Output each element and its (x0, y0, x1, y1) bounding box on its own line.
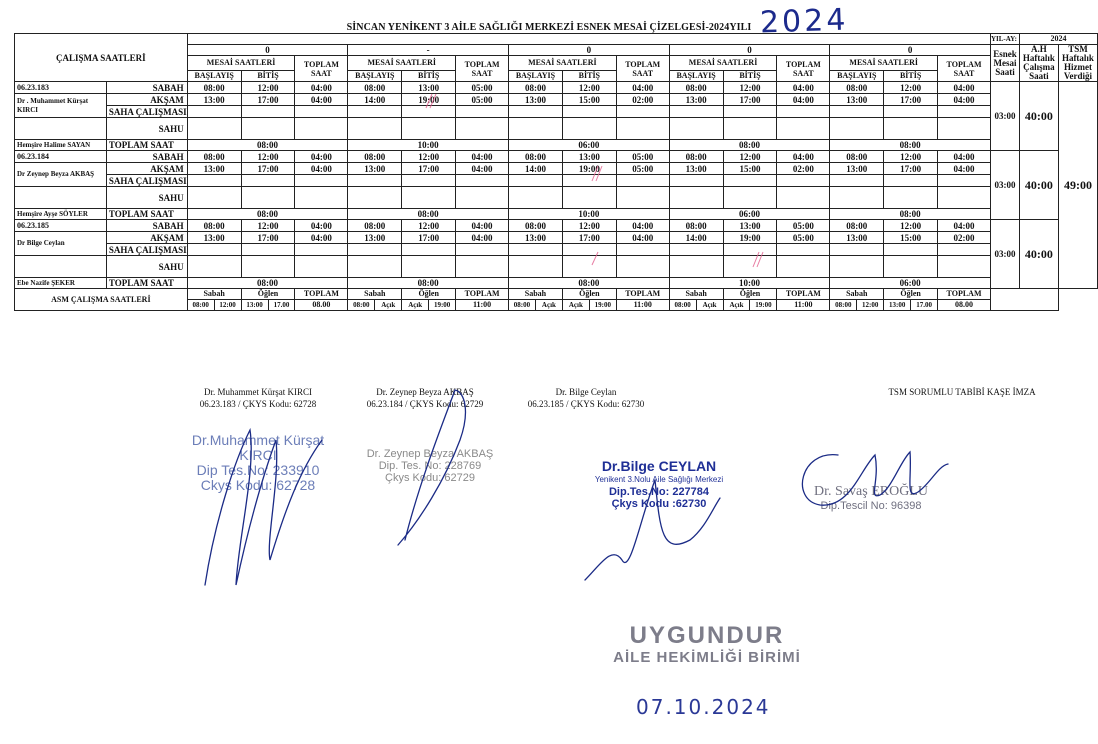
signature-1-scribble (205, 430, 322, 585)
page-title: SİNCAN YENİKENT 3 AİLE SAĞLIĞI MERKEZİ ESNEK MESAİ ÇİZELGESİ-2024YILI (346, 22, 752, 33)
time-cell: 05:00 (616, 163, 669, 175)
row-label-aksam: AKŞAM (106, 94, 187, 106)
time-cell: 12:00 (241, 220, 295, 232)
time-cell: 12:00 (884, 220, 938, 232)
signature-2-code: 06.23.184 / ÇKYS Kodu: 62729 (366, 399, 484, 409)
toplam-saat-header: TOPLAM SAAT (938, 56, 991, 82)
baslayis-header: BAŞLAYIŞ (509, 71, 563, 82)
time-cell: 17:00 (402, 163, 456, 175)
esnek-mesai-value: 03:00 (990, 151, 1019, 220)
time-cell: 13:00 (562, 151, 616, 163)
time-cell: 04:00 (295, 232, 348, 244)
time-cell: 17:00 (241, 232, 295, 244)
time-cell: 14:00 (509, 163, 563, 175)
signature-3-name: Dr. Bilge Ceylan (555, 387, 617, 397)
time-cell: 04:00 (938, 220, 991, 232)
time-cell: 08:00 (348, 151, 402, 163)
asm-oglen-header: Öğlen (402, 289, 456, 300)
time-cell: 14:00 (669, 232, 723, 244)
ah-haftalik-header: A.H Haftalık Çalışma Saati (1019, 45, 1058, 82)
time-cell: 04:00 (295, 82, 348, 94)
time-cell: 08:00 (187, 82, 241, 94)
asm-time-value: Açık (375, 300, 402, 310)
asm-time-value: 13:00 (884, 300, 911, 310)
tsm-haftalik-header: TSM Haftalık Hizmet Verdiği (1058, 45, 1097, 82)
bitis-header: BİTİŞ (884, 71, 938, 82)
toplam-saat-header: TOPLAM SAAT (777, 56, 830, 82)
time-cell: 04:00 (456, 232, 509, 244)
weekly-total: 10:00 (669, 278, 830, 289)
row-label-aksam: AKŞAM (106, 163, 187, 175)
time-cell: 13:00 (509, 232, 563, 244)
weekly-total: 08:00 (509, 278, 670, 289)
row-label-sahu: SAHU (106, 118, 187, 140)
asm-time-value: 08:00 (188, 300, 215, 310)
asm-time-value: 17.00 (273, 301, 290, 309)
time-cell: 05:00 (456, 94, 509, 106)
time-cell: 12:00 (241, 82, 295, 94)
row-label-sabah: SABAH (106, 82, 187, 94)
asm-sabah-header: Sabah (830, 289, 884, 300)
time-cell: 08:00 (669, 220, 723, 232)
signature-2-scribble (398, 390, 465, 545)
time-cell: 17:00 (241, 163, 295, 175)
baslayis-header: BAŞLAYIŞ (187, 71, 241, 82)
time-cell: 19:00 (723, 232, 777, 244)
stamp-2-line: Dr. Zeynep Beyza AKBAŞ (366, 448, 494, 460)
signature-1-name: Dr. Muhammet Kürşat KIRCI (204, 387, 312, 397)
tsm-signature-title: TSM SORUMLU TABİBİ KAŞE İMZA (888, 387, 1036, 397)
row-label-aksam: AKŞAM (106, 232, 187, 244)
asm-total: 08.00 (295, 300, 348, 311)
asm-toplam-header: TOPLAM (295, 289, 348, 300)
signature-1-code: 06.23.183 / ÇKYS Kodu: 62728 (199, 399, 317, 409)
asm-oglen-header: Öğlen (884, 289, 938, 300)
time-cell: 19:00 (402, 94, 456, 106)
stamp-2-line: Çkys Kodu: 62729 (385, 472, 475, 484)
time-cell: 13:00 (348, 232, 402, 244)
time-cell: 08:00 (187, 220, 241, 232)
time-cell: 04:00 (616, 232, 669, 244)
asm-time-value: 19:00 (594, 301, 611, 309)
weekly-total: 08:00 (669, 140, 830, 151)
time-cell: 02:00 (616, 94, 669, 106)
asm-time-value: Açık (536, 300, 563, 310)
time-cell: 17:00 (884, 94, 938, 106)
asm-time-value: Açık (563, 300, 590, 310)
bitis-header: BİTİŞ (723, 71, 777, 82)
weekly-total: 08:00 (348, 209, 509, 220)
time-cell: 13:00 (830, 232, 884, 244)
asm-total: 11:00 (777, 300, 830, 311)
time-cell: 05:00 (456, 82, 509, 94)
tsm-value: 49:00 (1058, 82, 1097, 289)
mesai-saatleri-header: MESAİ SAATLERİ (669, 56, 777, 71)
time-cell: 12:00 (402, 220, 456, 232)
doctor-name: Dr . Muhammet Kürşat KIRCI (15, 94, 107, 118)
time-cell: 13:00 (402, 82, 456, 94)
year-month-label: YIL-AY: (990, 34, 1019, 45)
baslayis-header: BAŞLAYIŞ (348, 71, 402, 82)
time-cell: 12:00 (723, 82, 777, 94)
time-cell: 08:00 (509, 151, 563, 163)
asm-total: 08.00 (938, 300, 991, 311)
asm-time-value: 08:00 (830, 300, 857, 310)
esnek-mesai-value: 03:00 (990, 220, 1019, 289)
week-number: 0 (187, 45, 348, 56)
esnek-mesai-value: 03:00 (990, 82, 1019, 151)
asm-time-value: Açık (402, 300, 429, 310)
row-label-toplam: TOPLAM SAAT (106, 140, 187, 151)
asm-time-value: 17.00 (916, 301, 932, 309)
nurse-name: Hemşire Ayşe SÖYLER (15, 209, 107, 220)
time-cell: 08:00 (187, 151, 241, 163)
handwritten-year: 2024 (759, 2, 849, 41)
signature-3-code: 06.23.185 / ÇKYS Kodu: 62730 (527, 399, 645, 409)
asm-oglen-header: Öğlen (723, 289, 777, 300)
time-cell: 12:00 (723, 151, 777, 163)
time-cell: 04:00 (295, 151, 348, 163)
time-cell: 08:00 (669, 151, 723, 163)
asm-toplam-header: TOPLAM (777, 289, 830, 300)
asm-time-value: Açık (724, 300, 751, 310)
row-label-saha: SAHA ÇALIŞMASI (106, 106, 187, 118)
time-cell: 13:00 (348, 163, 402, 175)
weekly-total: 08:00 (187, 140, 348, 151)
time-cell: 13:00 (830, 163, 884, 175)
time-cell: 05:00 (616, 151, 669, 163)
time-cell: 12:00 (562, 82, 616, 94)
row-label-saha: SAHA ÇALIŞMASI (106, 244, 187, 256)
baslayis-header: BAŞLAYIŞ (830, 71, 884, 82)
time-cell: 04:00 (938, 163, 991, 175)
tsm-stamp-line: Dip.Tescil No: 96398 (820, 500, 922, 512)
time-cell: 12:00 (884, 82, 938, 94)
weekly-total: 06:00 (669, 209, 830, 220)
weekly-total: 08:00 (830, 209, 991, 220)
weekly-total: 10:00 (509, 209, 670, 220)
time-cell: 13:00 (669, 163, 723, 175)
asm-time-value: Açık (697, 300, 724, 310)
row-label-toplam: TOPLAM SAAT (106, 278, 187, 289)
time-cell: 12:00 (241, 151, 295, 163)
time-cell: 17:00 (723, 94, 777, 106)
time-cell: 14:00 (348, 94, 402, 106)
time-cell: 08:00 (830, 220, 884, 232)
mesai-saatleri-header: MESAİ SAATLERİ (348, 56, 456, 71)
row-label-sahu: SAHU (106, 187, 187, 209)
row-label-sahu: SAHU (106, 256, 187, 278)
time-cell: 04:00 (616, 220, 669, 232)
time-cell: 15:00 (723, 163, 777, 175)
bitis-header: BİTİŞ (241, 71, 295, 82)
asm-time-value: 12:00 (215, 300, 242, 310)
stamp-1-line: Ckys Kodu: 62728 (200, 477, 316, 493)
weekly-total: 06:00 (830, 278, 991, 289)
time-cell: 13:00 (669, 94, 723, 106)
signature-3-scribble (585, 480, 720, 580)
week-number: - (348, 45, 509, 56)
time-cell: 17:00 (402, 232, 456, 244)
asm-time-value: 08:00 (670, 300, 697, 310)
asm-total: 11:00 (616, 300, 669, 311)
year-value: 2024 (1019, 34, 1097, 45)
signature-2-name: Dr. Zeynep Beyza AKBAŞ (376, 387, 474, 397)
approval-line-2: AİLE HEKİMLİĞİ BİRİMİ (613, 649, 801, 666)
bitis-header: BİTİŞ (402, 71, 456, 82)
calisma-saatleri-header: ÇALIŞMA SAATLERİ (15, 34, 188, 82)
baslayis-header: BAŞLAYIŞ (669, 71, 723, 82)
asm-time-value: 08:00 (509, 300, 536, 310)
week-number: 0 (509, 45, 670, 56)
time-cell: 04:00 (938, 94, 991, 106)
time-cell: 04:00 (938, 151, 991, 163)
unit-code: 06.23.184 (15, 151, 107, 163)
time-cell: 04:00 (938, 82, 991, 94)
asm-toplam-header: TOPLAM (456, 289, 509, 300)
asm-sabah-header: Sabah (669, 289, 723, 300)
asm-time-value: 19:00 (755, 301, 772, 309)
time-cell: 15:00 (884, 232, 938, 244)
time-cell: 13:00 (187, 94, 241, 106)
time-cell: 12:00 (402, 151, 456, 163)
time-cell: 19:00 (562, 163, 616, 175)
time-cell: 04:00 (777, 82, 830, 94)
haftalik-value: 40:00 (1019, 82, 1058, 151)
time-cell: 15:00 (562, 94, 616, 106)
time-cell: 13:00 (723, 220, 777, 232)
weekly-total: 08:00 (348, 278, 509, 289)
weekly-total: 08:00 (187, 209, 348, 220)
toplam-saat-header: TOPLAM SAAT (616, 56, 669, 82)
time-cell: 08:00 (830, 82, 884, 94)
row-label-sabah: SABAH (106, 220, 187, 232)
time-cell: 08:00 (830, 151, 884, 163)
asm-time-value: 19:00 (433, 301, 451, 309)
row-label-toplam: TOPLAM SAAT (106, 209, 187, 220)
asm-sabah-header: Sabah (348, 289, 402, 300)
approval-date: 07.10.2024 (636, 695, 771, 719)
time-cell: 17:00 (241, 94, 295, 106)
doctor-name: Dr Zeynep Beyza AKBAŞ (15, 163, 107, 187)
asm-label: ASM ÇALIŞMA SAATLERİ (15, 289, 188, 311)
toplam-saat-header: TOPLAM SAAT (295, 56, 348, 82)
time-cell: 08:00 (509, 220, 563, 232)
mesai-saatleri-header: MESAİ SAATLERİ (509, 56, 617, 71)
nurse-name: Hemşire Halime SAYAN (15, 140, 107, 151)
doctor-name: Dr Bilge Ceylan (15, 232, 107, 256)
time-cell: 05:00 (777, 220, 830, 232)
time-cell: 04:00 (777, 94, 830, 106)
time-cell: 12:00 (562, 220, 616, 232)
unit-code: 06.23.185 (15, 220, 107, 232)
time-cell: 13:00 (187, 232, 241, 244)
time-cell: 13:00 (509, 94, 563, 106)
week-number: 0 (669, 45, 830, 56)
stamp-1-line: Dr.Muhammet Kürşat KIRCI (191, 432, 325, 463)
time-cell: 04:00 (777, 151, 830, 163)
row-label-sabah: SABAH (106, 151, 187, 163)
haftalik-value: 40:00 (1019, 220, 1058, 289)
time-cell: 02:00 (777, 163, 830, 175)
weekly-total: 08:00 (187, 278, 348, 289)
mesai-saatleri-header: MESAİ SAATLERİ (187, 56, 295, 71)
mesai-saatleri-header: MESAİ SAATLERİ (830, 56, 938, 71)
stamp-3-line: Yenikent 3.Nolu Aile Sağlığı Merkezi (594, 475, 724, 484)
time-cell: 04:00 (456, 220, 509, 232)
asm-time-value: 08:00 (348, 300, 375, 310)
time-cell: 17:00 (884, 163, 938, 175)
asm-sabah-header: Sabah (509, 289, 563, 300)
time-cell: 04:00 (295, 220, 348, 232)
haftalik-value: 40:00 (1019, 151, 1058, 220)
esnek-mesai-header: Esnek Mesai Saati (990, 45, 1019, 82)
stamp-3-line: Dip.Tes.No: 227784 (608, 486, 710, 498)
time-cell: 08:00 (669, 82, 723, 94)
stamp-1-line: Dip Tes.No: 233910 (196, 462, 320, 478)
approval-stamp (612, 623, 802, 666)
weekly-total: 06:00 (509, 140, 670, 151)
time-cell: 08:00 (348, 82, 402, 94)
time-cell: 04:00 (456, 163, 509, 175)
stamp-3-line: Dr.Bilge CEYLAN (601, 458, 717, 474)
tsm-scribble (802, 452, 948, 505)
asm-sabah-header: Sabah (187, 289, 241, 300)
time-cell: 12:00 (884, 151, 938, 163)
time-cell: 13:00 (187, 163, 241, 175)
time-cell: 17:00 (562, 232, 616, 244)
asm-toplam-header: TOPLAM (938, 289, 991, 300)
asm-time-value: 13:00 (242, 300, 269, 310)
time-cell: 04:00 (616, 82, 669, 94)
approval-line-1: UYGUNDUR (629, 622, 785, 649)
week-number: 0 (830, 45, 991, 56)
bitis-header: BİTİŞ (562, 71, 616, 82)
time-cell: 08:00 (509, 82, 563, 94)
toplam-saat-header: TOPLAM SAAT (456, 56, 509, 82)
row-label-saha: SAHA ÇALIŞMASI (106, 175, 187, 187)
stamp-2-line: Dip. Tes. No: 228769 (378, 460, 482, 472)
stamp-3-line: Çkys Kodu :62730 (611, 498, 707, 510)
asm-oglen-header: Öğlen (241, 289, 295, 300)
time-cell: 05:00 (777, 232, 830, 244)
weekly-total: 08:00 (830, 140, 991, 151)
time-cell: 04:00 (295, 94, 348, 106)
asm-time-value: 12:00 (857, 300, 884, 310)
time-cell: 04:00 (295, 163, 348, 175)
nurse-name: Ebe Nazife ŞEKER (15, 278, 107, 289)
weekly-total: 10:00 (348, 140, 509, 151)
time-cell: 04:00 (456, 151, 509, 163)
asm-oglen-header: Öğlen (562, 289, 616, 300)
asm-toplam-header: TOPLAM (616, 289, 669, 300)
time-cell: 13:00 (830, 94, 884, 106)
unit-code: 06.23.183 (15, 82, 107, 94)
tsm-stamp-line: Dr. Savaş EROĞLU (814, 484, 928, 499)
asm-total: 11:00 (456, 300, 509, 311)
time-cell: 02:00 (938, 232, 991, 244)
time-cell: 08:00 (348, 220, 402, 232)
